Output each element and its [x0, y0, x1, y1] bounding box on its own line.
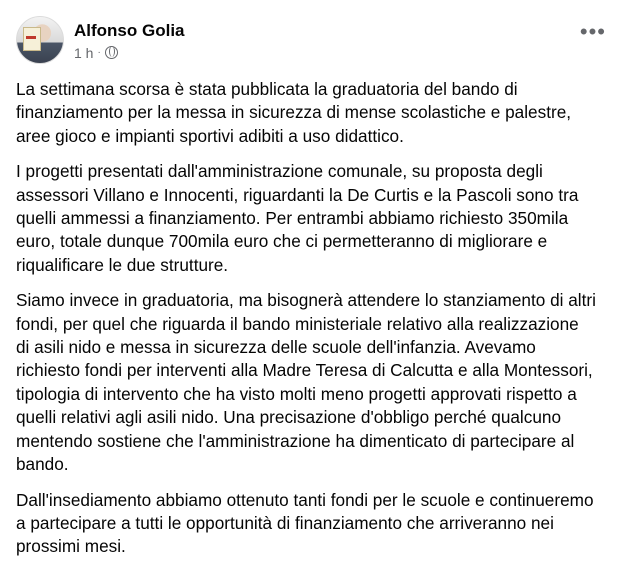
post-paragraph: Dall'insediamento abbiamo ottenuto tanti fondi per le scuole e continueremo a partecipare a tutti le opportunità di finanziamento che arriveranno nei prossimi mesi.	[16, 489, 594, 557]
avatar[interactable]	[16, 16, 64, 64]
post-time[interactable]: 1 h	[74, 44, 94, 61]
post-paragraph: I progetti presentati dall'amministrazione comunale, su proposta degli assessori Villano e Innocenti, riguardanti la De Curtis e la Pascoli sono tra quelli ammessi a finanziamento. Per entrambi abbiamo richiesto 350mila euro, totale dunque 700mila euro che ci permetteranno di migliorare e riqualificare le due strutture.	[16, 161, 579, 275]
post-body	[16, 78, 604, 559]
author-name[interactable]: Alfonso Golia	[74, 20, 185, 40]
separator-dot: ·	[97, 47, 101, 58]
more-options-button[interactable]: •••	[579, 19, 606, 44]
campaign-badge	[23, 27, 41, 51]
post-subline	[74, 45, 185, 61]
globe-icon	[105, 46, 118, 59]
post-paragraph: La settimana scorsa è stata pubblicata la graduatoria del bando di finanziamento per la messa in sicurezza di mense scolastiche e palestre, aree gioco e impianti sportivi adibiti a uso didattico.	[16, 79, 572, 146]
post-header	[16, 12, 604, 68]
post-paragraph: Siamo invece in graduatoria, ma bisognerà attendere lo stanziamento di altri fondi, per quel che riguarda il bando ministeriale relativo alla realizzazione di asili nido e messa in sicurezza delle scuole dell'infanzia. Avevamo richiesto fondi per interventi alla Madre Teresa di Calcutta e alla Montessori, tipologia di intervento che ha visto molti meno progetti approvati rispetto a quelli relativi agli asili nido. Una precisazione d'obbligo perché qualcuno mentendo sostiene che l'amministrazione ha dimenticato di partecipare al bando.	[16, 290, 596, 475]
post-meta	[74, 20, 185, 61]
